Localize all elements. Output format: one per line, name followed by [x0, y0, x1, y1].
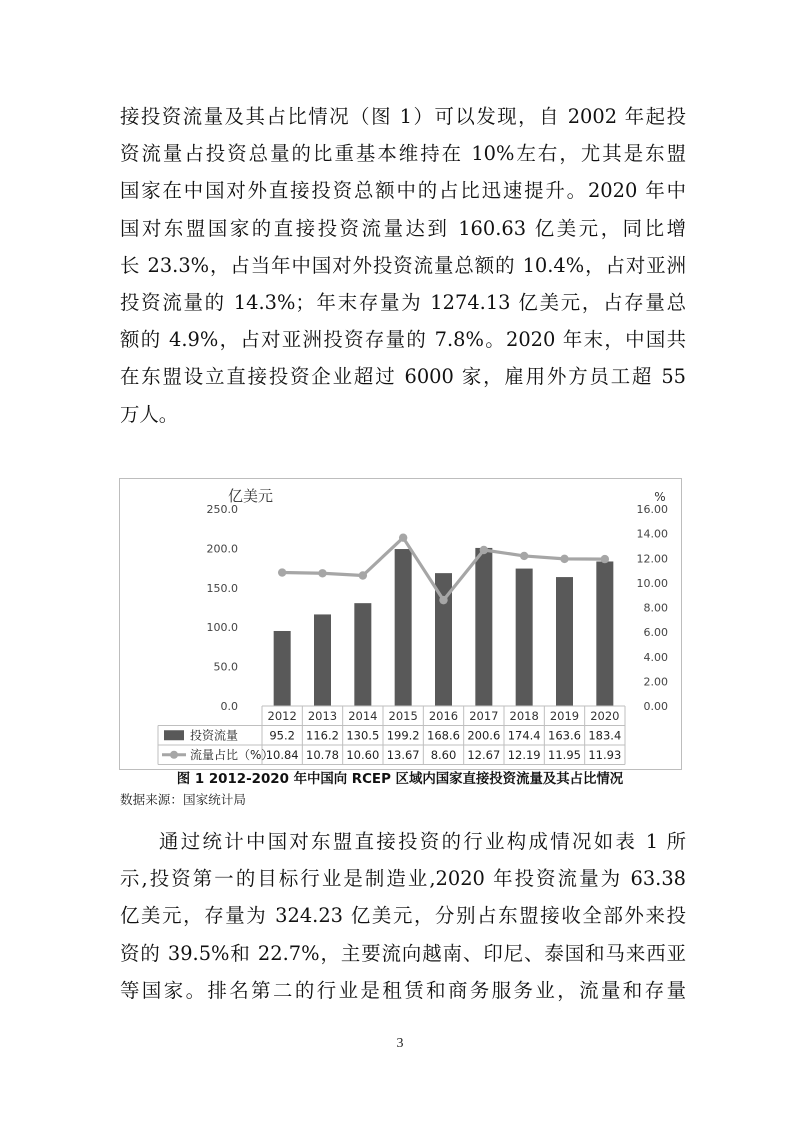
data-label-line: 10.78	[306, 747, 339, 762]
paragraph-line: 投资流量的 14.3%；年末存量为 1274.13 亿美元，占存量总	[120, 290, 686, 314]
data-label-bar: 116.2	[306, 728, 339, 743]
left-axis-title: 亿美元	[228, 487, 274, 505]
x-category-label: 2018	[509, 708, 539, 723]
x-category-label: 2014	[348, 708, 378, 723]
data-label-line: 13.67	[386, 747, 420, 762]
bar-2020	[596, 561, 613, 706]
paragraph-line: 额的 4.9%，占对亚洲投资存量的 7.8%。2020 年末，中国共	[120, 328, 686, 352]
data-label-bar: 183.4	[588, 728, 622, 743]
data-label-bar: 95.2	[269, 728, 295, 743]
paragraph-2	[120, 823, 686, 1009]
right-axis-tick: 8.00	[643, 601, 668, 615]
line-point-2014	[359, 571, 367, 579]
data-label-bar: 168.6	[427, 728, 460, 743]
paragraph-line: 长 23.3%，占当年中国对外投资流量总额的 10.4%，占对亚洲	[120, 253, 686, 277]
bar-2015	[395, 549, 412, 706]
data-label-bar: 199.2	[386, 728, 420, 743]
data-label-line: 11.93	[588, 747, 622, 762]
right-axis-tick: 10.00	[636, 576, 668, 590]
line-point-2019	[560, 555, 568, 563]
x-category-label: 2015	[388, 708, 418, 723]
line-point-2016	[439, 596, 447, 604]
paragraph-line: 资流量占投资总量的比重基本维持在 10%左右，尤其是东盟	[120, 142, 686, 166]
x-category-label: 2012	[267, 708, 297, 723]
left-axis-tick: 50.0	[213, 660, 238, 674]
data-label-bar: 200.6	[467, 728, 501, 743]
data-label-bar: 130.5	[346, 728, 380, 743]
paragraph-1	[120, 98, 686, 433]
left-axis-tick: 100.0	[206, 621, 238, 635]
paragraph-line: 示,投资第一的目标行业是制造业,2020 年投资流量为 63.38	[120, 867, 686, 891]
left-axis-tick: 200.0	[206, 542, 238, 556]
data-source: 数据来源：国家统计局	[120, 792, 246, 807]
right-axis-tick: 0.00	[643, 700, 668, 713]
data-label-line: 12.67	[467, 747, 501, 762]
right-axis-title: %	[654, 490, 666, 504]
data-label-line: 10.60	[346, 747, 380, 762]
legend-label-line: 流量占比（%）	[190, 747, 274, 762]
line-point-2017	[480, 546, 488, 554]
right-axis-tick: 16.00	[636, 503, 668, 516]
line-point-2012	[278, 568, 286, 576]
x-category-label: 2013	[307, 708, 338, 723]
paragraph-line: 在东盟设立直接投资企业超过 6000 家，雇用外方员工超 55	[120, 365, 686, 389]
data-label-bar: 163.6	[548, 728, 581, 743]
figure-chart	[119, 478, 682, 770]
bar-2017	[475, 548, 492, 706]
data-label-line: 10.84	[265, 747, 299, 762]
paragraph-line: 接投资流量及其占比情况（图 1）可以发现，自 2002 年起投	[120, 105, 686, 128]
data-label-bar: 174.4	[507, 728, 541, 743]
left-axis-tick: 0.0	[220, 700, 238, 713]
right-axis-tick: 12.00	[636, 552, 668, 566]
x-category-label: 2017	[469, 708, 499, 723]
right-axis-tick: 2.00	[643, 675, 668, 689]
x-category-label: 2019	[549, 708, 580, 723]
x-category-label: 2020	[590, 708, 620, 723]
line-point-2020	[601, 555, 609, 563]
chart-svg	[120, 479, 681, 769]
line-point-2015	[399, 533, 407, 541]
paragraph-line: 国家在中国对外直接投资总额中的占比迅速提升。2020 年中	[120, 179, 686, 203]
bar-2019	[556, 577, 573, 706]
figure-caption: 图 1 2012-2020 年中国向 RCEP 区域内国家直接投资流量及其占比情况	[176, 772, 624, 787]
line-point-2018	[520, 552, 528, 560]
data-label-line: 12.19	[507, 747, 541, 762]
paragraph-line: 国对东盟国家的直接投资流量达到 160.63 亿美元，同比增	[120, 216, 686, 240]
paragraph-line: 万人。	[120, 402, 179, 426]
paragraph-line: 亿美元，存量为 324.23 亿美元，分别占东盟接收全部外来投	[120, 904, 686, 928]
bar-2018	[516, 569, 533, 706]
legend-label-bar: 投资流量	[190, 728, 239, 743]
data-label-line: 11.95	[548, 747, 581, 762]
paragraph-line: 通过统计中国对东盟直接投资的行业构成情况如表 1 所	[159, 830, 686, 853]
legend-swatch-marker	[170, 751, 178, 759]
right-axis-tick: 4.00	[643, 650, 668, 664]
line-point-2013	[318, 569, 326, 577]
bar-2012	[274, 631, 291, 706]
data-label-line: 8.60	[430, 747, 457, 762]
bar-2013	[314, 614, 331, 706]
right-axis-tick: 6.00	[643, 626, 668, 640]
bar-2014	[354, 603, 371, 706]
paragraph-line: 资的 39.5%和 22.7%，主要流向越南、印尼、泰国和马来西亚	[120, 941, 686, 965]
page-number: 3	[396, 1036, 404, 1051]
x-category-label: 2016	[428, 708, 459, 723]
left-axis-tick: 250.0	[206, 503, 238, 516]
paragraph-line: 等国家。排名第二的行业是租赁和商务服务业，流量和存量	[120, 978, 686, 1002]
right-axis-tick: 14.00	[636, 527, 668, 541]
legend-swatch-bar	[164, 730, 184, 740]
left-axis-tick: 150.0	[206, 581, 238, 595]
